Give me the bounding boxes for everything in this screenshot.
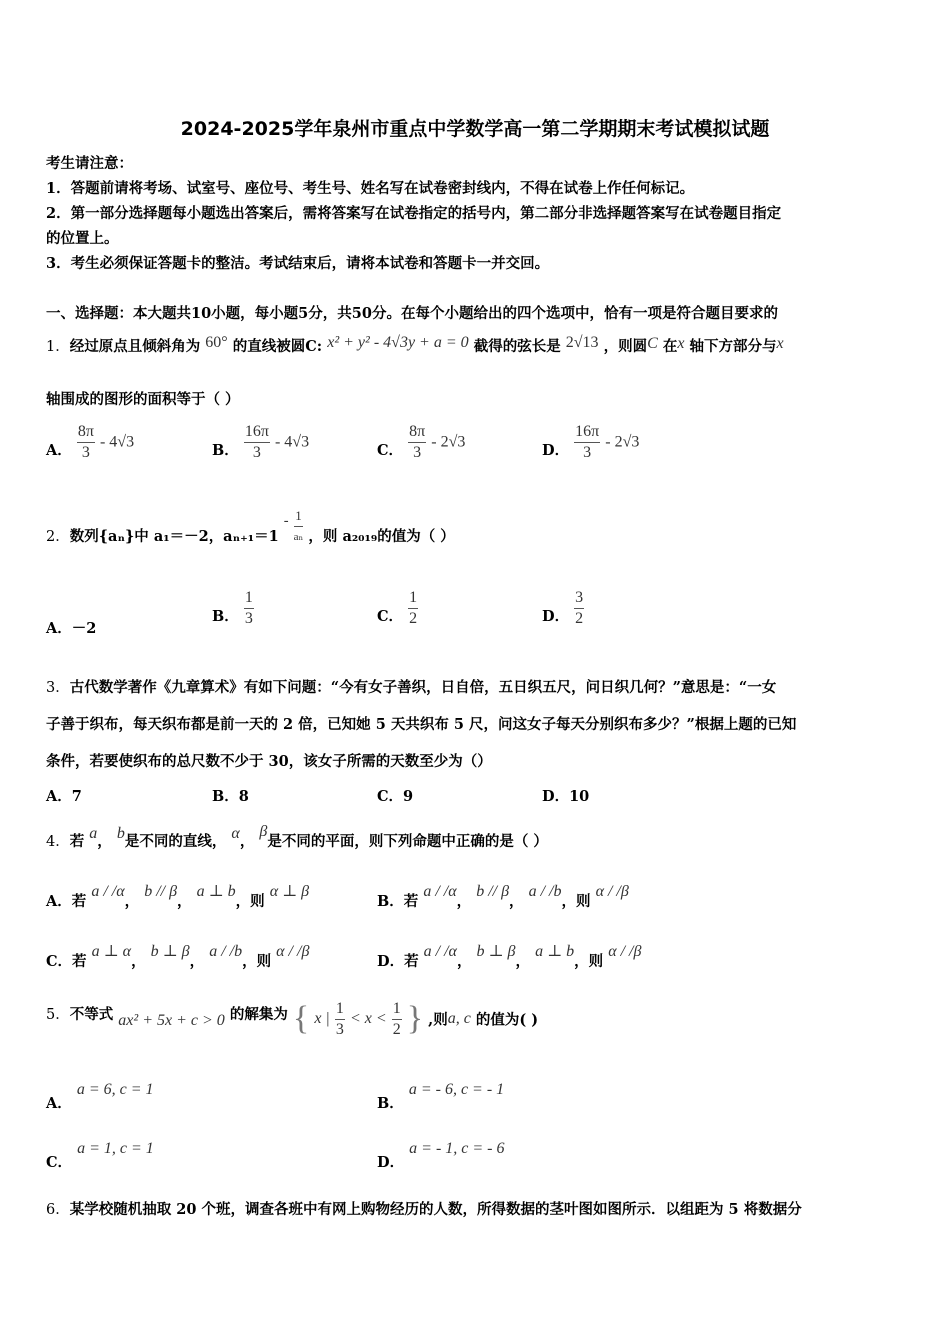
q2-minus: -	[283, 512, 289, 529]
option-label: B．	[377, 893, 404, 910]
option-ruo: 若	[71, 893, 87, 910]
q4-option-a: A．若 a / /α， b // β， a ⊥ b，则 α ⊥ β	[46, 883, 310, 910]
option-label: C．	[46, 953, 73, 970]
fraction-denominator: 3	[583, 444, 592, 461]
question-2	[46, 508, 455, 545]
option-rest: - 4√3	[99, 433, 135, 451]
option-value: 9	[403, 788, 414, 805]
q3-option-d	[542, 785, 589, 806]
fraction-numerator: 16π	[574, 424, 600, 443]
section-heading: 一、选择题：本大题共10小题，每小题5分，共50分。在每个小题给出的四个选项中，恰有一项是符合题目要求的	[46, 305, 778, 322]
option-label: A．	[46, 788, 72, 805]
notice-item-3: 3．考生必须保证答题卡的整洁。考试结束后，请将本试卷和答题卡一并交回。	[46, 255, 550, 272]
q1-angle: 60°	[205, 334, 228, 351]
q5-option-b	[377, 1078, 505, 1112]
option-label: B．	[377, 1095, 404, 1112]
option-cond-1: a / /α	[91, 883, 125, 900]
q4-text-3: 是不同的平面，则下列命题中正确的是（ ）	[267, 833, 548, 850]
option-cond-3: a ⊥ b	[196, 883, 236, 900]
fraction-denominator: 2	[409, 610, 418, 627]
option-ze: ，则	[242, 953, 272, 970]
fraction-numerator: 3	[574, 590, 584, 609]
question-3	[46, 676, 776, 697]
q3-line-3: 条件，若要使织布的总尺数不少于 30，该女子所需的天数至少为（）	[46, 753, 492, 770]
fraction-denominator: 3	[244, 610, 253, 627]
question-5	[46, 1000, 538, 1038]
q1-text-5: 在	[662, 338, 678, 355]
option-label: A．	[46, 1095, 72, 1112]
fraction-numerator: 1	[392, 1001, 402, 1020]
q6-line-1: 某学校随机抽取 20 个班，调查各班中有网上购物经历的人数，所得数据的茎叶图如图所示．以组距为 5 将数据分	[69, 1201, 802, 1218]
fraction-numerator: 1	[335, 1001, 345, 1020]
fraction-numerator: 8π	[408, 424, 426, 443]
notice-item-2: 2．第一部分选择题每小题选出答案后，需将答案写在试卷指定的括号内，第二部分非选择题答案写在试卷题目指定	[46, 205, 782, 222]
option-cond-3: a ⊥ b	[535, 943, 575, 960]
option-result: α / /β	[595, 883, 629, 900]
option-rest: - 2√3	[605, 433, 640, 451]
option-value: a = - 1, c = - 6	[409, 1140, 505, 1157]
option-value: a = 1, c = 1	[77, 1140, 154, 1157]
option-label: C．	[46, 1154, 73, 1171]
q1-text-1: 经过原点且倾斜角为	[69, 338, 201, 355]
option-ze: ，则	[574, 953, 604, 970]
q1-circle-equation: x² + y² - 4√3y + a = 0	[327, 334, 469, 351]
q5-number: 5．	[46, 1007, 70, 1023]
option-value: a = 6, c = 1	[76, 1081, 154, 1098]
option-label: A．	[46, 441, 72, 459]
q5-text-4: 的值为( )	[475, 1011, 539, 1029]
q1-option-a	[46, 424, 134, 461]
q2-option-b	[212, 590, 254, 627]
q4-comma-1: ，	[97, 833, 112, 850]
q3-number: 3．	[46, 680, 70, 696]
option-value: 10	[569, 788, 590, 805]
q1-line-2: 轴围成的图形的面积等于（ ）	[46, 391, 240, 408]
fraction-denominator: aₙ	[293, 531, 304, 543]
option-label: C．	[377, 441, 404, 459]
q1-text-4: ，则圆	[603, 338, 648, 355]
q1-x-2: x	[776, 335, 784, 352]
option-label: D．	[377, 1154, 405, 1171]
option-label: C．	[377, 788, 404, 805]
fraction-numerator: 16π	[244, 424, 270, 443]
option-ruo: 若	[72, 953, 87, 970]
option-result: α / /β	[276, 943, 310, 960]
q6-number: 6．	[46, 1202, 70, 1218]
option-value: 7	[71, 788, 82, 805]
q2-option-c	[377, 590, 418, 627]
option-label: B．	[212, 441, 239, 459]
q3-option-c	[377, 785, 413, 806]
q2-text-1: 数列{aₙ}中 a₁＝－2，aₙ₊₁＝1	[69, 527, 279, 545]
option-label: C．	[377, 607, 404, 625]
fraction-denominator: 3	[335, 1020, 344, 1038]
q4-beta: β	[259, 823, 268, 840]
option-cond-2: b // β	[144, 883, 178, 900]
option-label: D．	[542, 788, 570, 805]
q5-inequality: ax² + 5x + c > 0	[118, 1012, 225, 1029]
option-value: a = - 6, c = - 1	[408, 1081, 505, 1098]
page-title: 2024-2025学年泉州市重点中学数学高一第二学期期末考试模拟试题	[180, 118, 770, 140]
q1-chord-length: 2√13	[565, 334, 599, 351]
option-ze: ，则	[235, 893, 265, 910]
fraction-numerator: 1	[408, 590, 418, 609]
option-rest: - 4√3	[274, 433, 310, 451]
option-rest: - 2√3	[431, 433, 466, 451]
q3-line-2: 子善于织布，每天织布都是前一天的 2 倍，已知她 5 天共织布 5 尺，问这女子每天分别织布多少？”根据上题的已知	[46, 716, 797, 733]
q4-a: a	[89, 825, 98, 842]
q2-number: 2．	[46, 528, 70, 545]
q5-text-1: 不等式	[69, 1006, 114, 1023]
option-cond-3: a / /b	[528, 883, 562, 900]
q1-option-b	[212, 424, 309, 461]
option-result: α / /β	[608, 943, 642, 960]
question-4	[46, 823, 548, 851]
fraction-denominator: 3	[81, 444, 90, 461]
option-label: A．	[46, 893, 72, 910]
option-cond-1: a / /α	[423, 883, 457, 900]
q4-option-b: B．若 a / /α， b // β， a / /b，则 α / /β	[377, 883, 629, 910]
fraction-numerator: 8π	[77, 424, 95, 443]
fraction-denominator: 3	[252, 444, 261, 461]
q4-option-d: D．若 a / /α， b ⊥ β， a ⊥ b，则 α / /β	[377, 943, 642, 970]
option-ruo: 若	[404, 953, 419, 970]
option-ruo: 若	[403, 893, 419, 910]
fraction-denominator: 2	[392, 1020, 401, 1038]
q1-x-1: x	[677, 335, 685, 352]
option-value: －2	[71, 620, 97, 637]
q5-option-d	[377, 1137, 505, 1171]
q4-alpha: α	[231, 825, 240, 842]
option-label: B．	[212, 607, 239, 625]
notice-heading: 考生请注意：	[46, 155, 133, 172]
notice-item-1: 1．答题前请将考场、试室号、座位号、考生号、姓名写在试卷密封线内，不得在试卷上作任何标记。	[46, 180, 695, 197]
option-cond-1: a ⊥ α	[91, 943, 132, 960]
q1-option-d	[542, 424, 639, 461]
option-result: α ⊥ β	[269, 883, 310, 900]
option-cond-1: a / /α	[423, 943, 457, 960]
notice-item-2-cont: 的位置上。	[46, 230, 119, 247]
q3-line-1: 古代数学著作《九章算术》有如下问题：“今有女子善织，日自倍，五日织五尺，问日织几何？”意思是：“一女	[69, 679, 777, 696]
q4-option-c: C．若 a ⊥ α， b ⊥ β， a / /b，则 α / /β	[46, 943, 310, 970]
q3-option-a	[46, 785, 82, 806]
question-1	[46, 335, 784, 356]
option-value: 8	[238, 788, 249, 805]
q1-option-c	[377, 424, 465, 461]
option-cond-2: b ⊥ β	[476, 943, 516, 960]
q5-option-c	[46, 1137, 154, 1171]
option-cond-2: b ⊥ β	[150, 943, 190, 960]
fraction-denominator: 3	[413, 444, 422, 461]
q1-circle-c: C	[647, 335, 658, 352]
option-cond-2: b // β	[476, 883, 510, 900]
q2-option-a	[46, 617, 96, 638]
question-6	[46, 1198, 802, 1219]
q4-comma-2: ，	[239, 833, 255, 850]
option-label: B．	[212, 788, 239, 805]
q1-number: 1．	[46, 339, 70, 355]
option-cond-3: a / /b	[209, 943, 243, 960]
q5-option-a	[46, 1078, 154, 1112]
q4-text-2: 是不同的直线，	[124, 833, 227, 850]
fraction-numerator: 1	[294, 508, 304, 527]
q5-set-middle: < x <	[349, 1010, 387, 1027]
option-ze: ，则	[561, 893, 591, 910]
q3-option-b	[212, 785, 249, 806]
q1-text-3: 截得的弦长是	[473, 338, 561, 355]
q1-text-6: 轴下方部分与	[689, 338, 777, 355]
q5-set-x: x |	[314, 1010, 330, 1027]
q2-text-2: ，则 a₂₀₁₉的值为（ ）	[308, 527, 455, 545]
option-label: A．	[46, 620, 72, 637]
q5-text-2: 的解集为	[229, 1006, 288, 1023]
q1-circle-label: C:	[305, 338, 323, 355]
q4-text-1: 若	[69, 833, 85, 850]
fraction-denominator: 2	[575, 610, 584, 627]
q1-text-2: 的直线被圆	[232, 338, 306, 355]
right-brace-icon: }	[406, 1000, 424, 1037]
option-label: D．	[542, 441, 570, 459]
left-brace-icon: {	[292, 1000, 310, 1037]
q5-vars: a, c	[447, 1010, 471, 1027]
q2-option-d	[542, 590, 584, 627]
fraction-numerator: 1	[244, 590, 254, 609]
q5-text-3: ,则	[428, 1011, 448, 1029]
option-label: D．	[542, 607, 570, 625]
q4-b: b	[116, 825, 125, 842]
option-label: D．	[377, 953, 405, 970]
q4-number: 4．	[46, 834, 70, 850]
